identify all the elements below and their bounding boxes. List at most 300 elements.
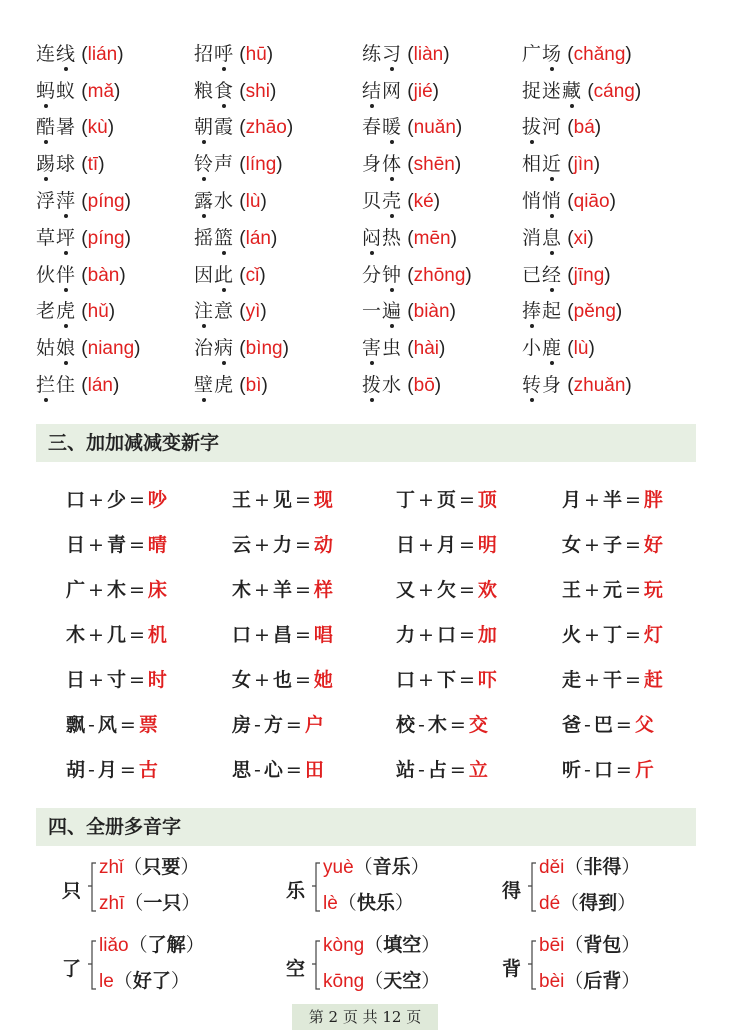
vocab-pinyin: ké bbox=[413, 191, 434, 213]
vocab-word bbox=[194, 227, 234, 249]
paren-close: ) bbox=[259, 264, 266, 286]
equation-result: 欢 bbox=[477, 579, 497, 601]
paren-open: ( bbox=[76, 191, 88, 213]
equation-operand-b: 也 bbox=[272, 669, 292, 691]
vocab-row bbox=[36, 144, 696, 181]
paren-open: ( bbox=[76, 117, 88, 139]
equation-operator: - bbox=[88, 714, 95, 736]
equation-operand-a: 日 bbox=[66, 669, 86, 691]
paren-close: ) bbox=[108, 301, 116, 323]
word-character: 暑 bbox=[56, 116, 77, 139]
vocab-item bbox=[194, 149, 362, 176]
word-character: 小 bbox=[522, 337, 543, 360]
equation bbox=[562, 575, 702, 602]
section-3-title: 三、加加减减变新字 bbox=[36, 424, 696, 462]
reading-pinyin: lè bbox=[323, 893, 338, 914]
equals-sign: = bbox=[119, 759, 136, 781]
equation-operand-a: 女 bbox=[562, 534, 582, 556]
vocab-item bbox=[36, 186, 194, 213]
polyphone-entry bbox=[286, 930, 486, 1004]
vocab-item bbox=[194, 76, 362, 103]
equation-operand-b: 木 bbox=[427, 714, 447, 736]
vocab-item bbox=[36, 370, 194, 397]
polyphone-character: 了 bbox=[62, 958, 82, 980]
word-character: 草 bbox=[36, 226, 57, 249]
word-character: 鹿 bbox=[542, 333, 562, 360]
word-character: 呼 bbox=[214, 39, 234, 66]
equation-operator: + bbox=[254, 579, 270, 601]
vocab-item bbox=[194, 223, 362, 250]
equals-sign: = bbox=[294, 579, 311, 601]
word-character: 一 bbox=[362, 300, 383, 323]
equals-sign: = bbox=[624, 579, 641, 601]
word-character: 娘 bbox=[56, 333, 76, 360]
equation-result: 吵 bbox=[147, 489, 167, 511]
word-character: 意 bbox=[214, 300, 235, 323]
paren-close: ） bbox=[410, 856, 430, 878]
reading-pinyin: bēi bbox=[539, 935, 565, 956]
equation-operand-a: 日 bbox=[396, 534, 416, 556]
vocab-word bbox=[522, 80, 582, 102]
reading-pinyin: dé bbox=[539, 893, 561, 914]
equation bbox=[396, 620, 562, 647]
equation-result: 胖 bbox=[643, 489, 663, 511]
word-character: 捧 bbox=[522, 296, 542, 323]
word-character: 钟 bbox=[382, 260, 402, 287]
vocab-pinyin: lán bbox=[87, 375, 113, 397]
brace-icon bbox=[88, 940, 96, 990]
vocab-pinyin: kù bbox=[87, 117, 108, 139]
reading-pinyin: le bbox=[99, 971, 114, 992]
equation-operand-a: 火 bbox=[562, 624, 582, 646]
word-character: 连 bbox=[36, 42, 57, 65]
vocab-item bbox=[362, 370, 522, 397]
equation bbox=[66, 665, 232, 692]
vocab-pinyin: shēn bbox=[413, 154, 455, 176]
equation-operand-a: 站 bbox=[396, 759, 416, 781]
polyphone-reading bbox=[99, 852, 199, 879]
polyphone-reading bbox=[99, 966, 190, 993]
paren-close: ) bbox=[454, 154, 462, 176]
polyphone-entry bbox=[286, 852, 486, 926]
equation-operand-a: 又 bbox=[396, 579, 416, 601]
paren-open: ( bbox=[234, 117, 246, 139]
equation-operator: + bbox=[254, 624, 270, 646]
paren-close: ) bbox=[588, 338, 595, 360]
paren-close: ) bbox=[260, 191, 267, 213]
paren-close: ) bbox=[98, 154, 105, 176]
vocab-word bbox=[194, 264, 234, 286]
word-character: 酷 bbox=[36, 112, 56, 139]
word-character: 壁 bbox=[194, 370, 214, 397]
equation-operand-b: 见 bbox=[272, 489, 292, 511]
paren-close: ） bbox=[621, 970, 641, 992]
equation bbox=[396, 665, 562, 692]
vocab-word bbox=[36, 374, 76, 396]
paren-open: ( bbox=[76, 301, 88, 323]
paren-close: ) bbox=[286, 117, 294, 139]
vocab-item bbox=[194, 333, 362, 360]
word-character: 住 bbox=[56, 374, 77, 397]
paren-open: ( bbox=[234, 80, 246, 102]
word-character: 声 bbox=[214, 153, 235, 176]
polyphone-reading bbox=[323, 888, 414, 915]
paren-open: （ bbox=[123, 856, 143, 878]
vocab-pinyin: píng bbox=[87, 191, 125, 213]
word-character: 河 bbox=[542, 116, 563, 139]
paren-open: ( bbox=[234, 375, 246, 397]
equation-operand-b: 干 bbox=[602, 669, 622, 691]
equation-operand-a: 女 bbox=[232, 669, 252, 691]
word-character: 注 bbox=[194, 296, 214, 323]
equals-sign: = bbox=[615, 714, 632, 736]
vocab-item bbox=[522, 186, 696, 213]
vocab-word bbox=[522, 337, 562, 359]
equation bbox=[562, 485, 702, 512]
equation-row bbox=[66, 746, 706, 791]
vocab-pinyin: jié bbox=[413, 80, 433, 102]
brace-icon bbox=[312, 862, 320, 912]
paren-open: ( bbox=[76, 80, 88, 102]
word-character: 遍 bbox=[382, 296, 402, 323]
vocab-item bbox=[362, 112, 522, 139]
vocab-item bbox=[522, 112, 696, 139]
equation bbox=[66, 575, 232, 602]
equation-row bbox=[66, 521, 706, 566]
equation-result: 斤 bbox=[634, 759, 654, 781]
equals-sign: = bbox=[624, 669, 641, 691]
paren-close: ) bbox=[587, 227, 594, 249]
paren-close: ) bbox=[261, 375, 268, 397]
equation-operator: + bbox=[584, 669, 600, 691]
equation-row bbox=[66, 701, 706, 746]
vocab-word bbox=[522, 43, 562, 65]
vocab-item bbox=[522, 76, 696, 103]
paren-close: ) bbox=[625, 375, 632, 397]
vocab-word bbox=[194, 80, 234, 102]
equation-operator: + bbox=[418, 624, 434, 646]
paren-open: ( bbox=[562, 227, 574, 249]
paren-close: ) bbox=[609, 191, 616, 213]
equals-sign: = bbox=[294, 534, 311, 556]
paren-open: ( bbox=[402, 43, 414, 65]
equation bbox=[396, 485, 562, 512]
polyphone-character: 背 bbox=[502, 958, 522, 980]
word-character: 壳 bbox=[382, 186, 402, 213]
paren-open: ( bbox=[402, 117, 414, 139]
vocab-pinyin: zhuǎn bbox=[573, 375, 626, 397]
vocab-pinyin: zhōng bbox=[413, 264, 466, 286]
equals-sign: = bbox=[285, 759, 302, 781]
equation-row bbox=[66, 476, 706, 521]
vocab-item bbox=[36, 223, 194, 250]
equation-row bbox=[66, 566, 706, 611]
vocab-list bbox=[36, 34, 696, 402]
equation-operand-b: 方 bbox=[263, 714, 283, 736]
equals-sign: = bbox=[615, 759, 632, 781]
equation-result: 户 bbox=[304, 714, 324, 736]
vocab-word bbox=[36, 116, 76, 138]
equation-operand-b: 下 bbox=[436, 669, 456, 691]
paren-open: ( bbox=[234, 301, 246, 323]
equals-sign: = bbox=[458, 624, 475, 646]
vocab-item bbox=[362, 296, 522, 323]
equation-result: 唱 bbox=[313, 624, 333, 646]
polyphone-character: 得 bbox=[502, 880, 522, 902]
vocab-pinyin: chǎng bbox=[573, 43, 626, 65]
equation-operand-a: 爸 bbox=[562, 714, 582, 736]
vocab-word bbox=[362, 116, 402, 138]
paren-close: ) bbox=[615, 301, 623, 323]
polyphone-reading bbox=[323, 966, 440, 993]
equals-sign: = bbox=[449, 759, 466, 781]
paren-close: ） bbox=[185, 934, 205, 956]
vocab-pinyin: qiāo bbox=[573, 191, 610, 213]
equation-result: 机 bbox=[147, 624, 167, 646]
equation-result: 加 bbox=[477, 624, 497, 646]
paren-close: ) bbox=[439, 338, 446, 360]
polyphone-reading bbox=[99, 888, 200, 915]
paren-close: ） bbox=[621, 934, 641, 956]
equation-operand-a: 云 bbox=[232, 534, 252, 556]
vocab-item bbox=[194, 112, 362, 139]
vocab-pinyin: cǐ bbox=[245, 264, 260, 286]
reading-word: 一只 bbox=[143, 892, 182, 914]
equation-result: 明 bbox=[477, 534, 497, 556]
reading-word: 得到 bbox=[579, 892, 618, 914]
word-character: 水 bbox=[382, 374, 403, 397]
word-character: 广 bbox=[522, 42, 543, 65]
vocab-row bbox=[36, 34, 696, 71]
paren-open: ( bbox=[402, 80, 414, 102]
vocab-pinyin: liàn bbox=[413, 43, 444, 65]
word-character: 霞 bbox=[214, 116, 235, 139]
equals-sign: = bbox=[624, 489, 641, 511]
equals-sign: = bbox=[285, 714, 302, 736]
paren-open: ( bbox=[562, 375, 574, 397]
equation-result: 立 bbox=[468, 759, 488, 781]
reading-word: 背包 bbox=[583, 934, 622, 956]
vocab-item bbox=[194, 370, 362, 397]
vocab-pinyin: jìn bbox=[573, 154, 594, 176]
vocab-item bbox=[522, 260, 696, 287]
word-character: 此 bbox=[214, 260, 234, 287]
equation bbox=[232, 710, 396, 737]
word-character: 网 bbox=[382, 79, 403, 102]
equation-operand-a: 丁 bbox=[396, 489, 416, 511]
vocab-pinyin: niang bbox=[87, 338, 135, 360]
equation-operand-a: 思 bbox=[232, 759, 252, 781]
word-character: 身 bbox=[542, 374, 563, 397]
equals-sign: = bbox=[458, 669, 475, 691]
word-character: 病 bbox=[214, 333, 234, 360]
vocab-pinyin: lù bbox=[573, 338, 589, 360]
vocab-row bbox=[36, 255, 696, 292]
paren-close: ) bbox=[260, 301, 267, 323]
reading-word: 只要 bbox=[142, 856, 181, 878]
paren-open: （ bbox=[564, 856, 584, 878]
word-character: 相 bbox=[522, 153, 543, 176]
word-character: 食 bbox=[214, 76, 234, 103]
vocab-word bbox=[194, 300, 234, 322]
vocab-pinyin: bō bbox=[413, 375, 435, 397]
vocab-word bbox=[522, 227, 562, 249]
equation-operand-b: 半 bbox=[602, 489, 622, 511]
paren-open: ( bbox=[402, 264, 414, 286]
word-character: 场 bbox=[542, 39, 562, 66]
paren-open: ( bbox=[234, 154, 246, 176]
equation bbox=[232, 665, 396, 692]
word-character: 热 bbox=[382, 226, 403, 249]
equation-operand-b: 口 bbox=[436, 624, 456, 646]
paren-open: （ bbox=[364, 934, 384, 956]
equation-operand-a: 力 bbox=[396, 624, 416, 646]
reading-pinyin: zhī bbox=[99, 893, 125, 914]
vocab-word bbox=[194, 153, 234, 175]
paren-close: ) bbox=[117, 43, 124, 65]
vocab-pinyin: cáng bbox=[593, 80, 635, 102]
vocab-item bbox=[194, 39, 362, 66]
paren-close: ) bbox=[282, 338, 289, 360]
paren-close: ） bbox=[421, 934, 441, 956]
equation-operand-b: 青 bbox=[106, 534, 126, 556]
equation-operand-b: 占 bbox=[427, 759, 447, 781]
paren-open: ( bbox=[562, 154, 574, 176]
equals-sign: = bbox=[294, 669, 311, 691]
equation-operand-b: 心 bbox=[263, 759, 283, 781]
paren-open: ( bbox=[402, 227, 414, 249]
equation-operator: + bbox=[254, 489, 270, 511]
paren-open: ( bbox=[234, 43, 246, 65]
paren-open: ( bbox=[76, 43, 88, 65]
paren-close: ) bbox=[266, 43, 274, 65]
reading-pinyin: děi bbox=[539, 857, 565, 878]
vocab-item bbox=[36, 260, 194, 287]
equation-operand-b: 昌 bbox=[272, 624, 292, 646]
word-character: 因 bbox=[194, 263, 215, 286]
paren-close: ） bbox=[621, 856, 641, 878]
equation-result: 她 bbox=[313, 669, 333, 691]
equation-operand-a: 口 bbox=[232, 624, 252, 646]
vocab-word bbox=[194, 337, 234, 359]
vocab-word bbox=[362, 227, 402, 249]
word-character: 拔 bbox=[522, 112, 542, 139]
paren-close: ) bbox=[124, 227, 131, 249]
equation-result: 顶 bbox=[477, 489, 497, 511]
paren-close: ) bbox=[455, 117, 463, 139]
paren-close: ) bbox=[443, 43, 450, 65]
reading-pinyin: kōng bbox=[323, 971, 365, 992]
equation-operand-a: 广 bbox=[66, 579, 86, 601]
word-character: 悄 bbox=[542, 186, 562, 213]
equation bbox=[562, 620, 702, 647]
vocab-pinyin: bì bbox=[245, 375, 262, 397]
vocab-item bbox=[522, 223, 696, 250]
vocab-word bbox=[362, 43, 402, 65]
vocab-item bbox=[36, 39, 194, 66]
equation-operand-b: 元 bbox=[602, 579, 622, 601]
vocab-item bbox=[36, 149, 194, 176]
word-character: 坪 bbox=[56, 223, 76, 250]
paren-open: （ bbox=[564, 934, 584, 956]
paren-close: ) bbox=[634, 80, 642, 102]
vocab-word bbox=[522, 300, 562, 322]
vocab-pinyin: tī bbox=[87, 154, 99, 176]
paren-close: ) bbox=[124, 191, 131, 213]
equals-sign: = bbox=[624, 624, 641, 646]
vocab-pinyin: biàn bbox=[413, 301, 450, 323]
paren-close: ） bbox=[181, 892, 201, 914]
paren-open: ( bbox=[402, 375, 414, 397]
equation-operator: + bbox=[584, 489, 600, 511]
vocab-pinyin: jīng bbox=[573, 264, 605, 286]
equation bbox=[232, 620, 396, 647]
equals-sign: = bbox=[128, 534, 145, 556]
paren-close: ) bbox=[433, 191, 441, 213]
reading-word: 填空 bbox=[383, 934, 422, 956]
word-character: 春 bbox=[362, 116, 383, 139]
paren-close: ) bbox=[134, 338, 141, 360]
equals-sign: = bbox=[128, 579, 145, 601]
vocab-word bbox=[194, 190, 234, 212]
vocab-pinyin: hǔ bbox=[87, 301, 109, 323]
reading-word: 非得 bbox=[583, 856, 622, 878]
polyphone-entry bbox=[62, 930, 262, 1004]
equation-operand-b: 木 bbox=[106, 579, 126, 601]
vocab-word bbox=[522, 153, 562, 175]
equation bbox=[232, 755, 396, 782]
equation-operand-a: 王 bbox=[232, 489, 252, 511]
equation-operand-a: 口 bbox=[66, 489, 86, 511]
paren-close: ) bbox=[449, 301, 456, 323]
equation-result: 样 bbox=[313, 579, 333, 601]
paren-close: ） bbox=[421, 970, 441, 992]
equation-operand-b: 风 bbox=[97, 714, 117, 736]
vocab-pinyin: lián bbox=[87, 43, 118, 65]
vocab-word bbox=[194, 43, 234, 65]
vocab-item bbox=[36, 333, 194, 360]
paren-close: ) bbox=[114, 80, 121, 102]
equation-operator: + bbox=[584, 579, 600, 601]
paren-open: ( bbox=[402, 301, 414, 323]
vocab-word bbox=[362, 374, 402, 396]
polyphone-reading bbox=[539, 930, 640, 957]
equation-operand-b: 少 bbox=[106, 489, 126, 511]
word-character: 蚁 bbox=[56, 79, 77, 102]
polyphone-entry bbox=[62, 852, 262, 926]
equation bbox=[396, 755, 562, 782]
equation-result: 玩 bbox=[643, 579, 663, 601]
polyphone-entry bbox=[502, 852, 702, 926]
paren-close: ) bbox=[604, 264, 611, 286]
equation bbox=[232, 485, 396, 512]
word-character: 练 bbox=[362, 42, 383, 65]
equation-result: 吓 bbox=[477, 669, 497, 691]
word-character: 消 bbox=[522, 226, 543, 249]
paren-open: ( bbox=[76, 338, 88, 360]
equation-operand-a: 听 bbox=[562, 759, 582, 781]
word-character: 悄 bbox=[522, 190, 543, 213]
equals-sign: = bbox=[128, 669, 145, 691]
vocab-word bbox=[36, 190, 76, 212]
paren-open: ( bbox=[76, 375, 88, 397]
vocab-item bbox=[522, 296, 696, 323]
paren-close: ） bbox=[394, 892, 414, 914]
vocab-pinyin: líng bbox=[245, 154, 277, 176]
word-character: 虎 bbox=[214, 374, 235, 397]
paren-open: （ bbox=[124, 892, 144, 914]
equation-result: 古 bbox=[138, 759, 158, 781]
